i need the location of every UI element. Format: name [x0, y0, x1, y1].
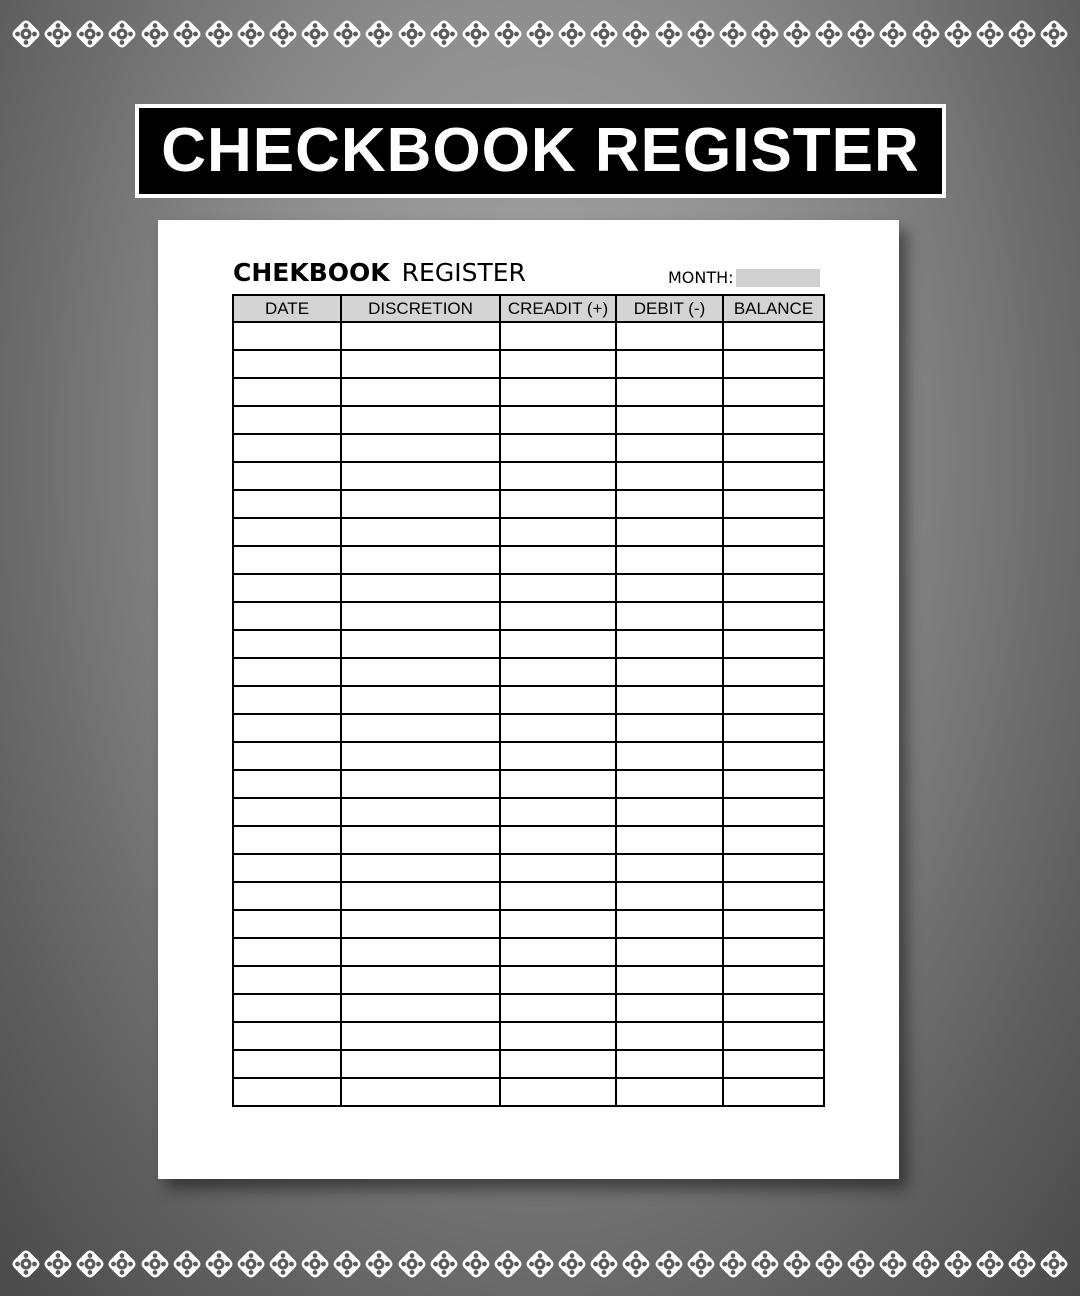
table-cell[interactable]: [616, 630, 723, 658]
table-row: [233, 574, 824, 602]
table-row: [233, 546, 824, 574]
table-cell[interactable]: [341, 994, 500, 1022]
table-row: [233, 378, 824, 406]
table-cell[interactable]: [723, 770, 824, 798]
table-cell[interactable]: [723, 406, 824, 434]
table-cell[interactable]: [500, 742, 616, 770]
table-cell[interactable]: [341, 938, 500, 966]
table-row: [233, 1078, 824, 1106]
column-header-credit: CREADIT (+): [500, 295, 616, 322]
table-row: [233, 714, 824, 742]
table-cell[interactable]: [500, 686, 616, 714]
table-row: [233, 686, 824, 714]
table-row: [233, 434, 824, 462]
table-cell[interactable]: [341, 966, 500, 994]
table-cell[interactable]: [233, 490, 341, 518]
register-body: [233, 322, 824, 1106]
table-cell[interactable]: [723, 686, 824, 714]
table-row: [233, 602, 824, 630]
flower-motif-icon: [269, 1250, 297, 1278]
month-field-group: [668, 268, 820, 287]
table-cell[interactable]: [616, 518, 723, 546]
flower-motif-icon: [622, 1250, 650, 1278]
bottom-decorative-border: [0, 1244, 1080, 1284]
table-cell[interactable]: [341, 686, 500, 714]
table-cell[interactable]: [723, 714, 824, 742]
flower-motif-icon: [494, 20, 522, 48]
table-cell[interactable]: [500, 434, 616, 462]
table-row: [233, 770, 824, 798]
flower-motif-icon: [526, 1250, 554, 1278]
flower-motif-icon: [1040, 20, 1068, 48]
table-cell[interactable]: [616, 1050, 723, 1078]
table-cell[interactable]: [616, 1078, 723, 1106]
flower-motif-icon: [1008, 1250, 1036, 1278]
flower-motif-icon: [462, 20, 490, 48]
table-cell[interactable]: [341, 322, 500, 350]
table-cell[interactable]: [616, 686, 723, 714]
table-cell[interactable]: [341, 826, 500, 854]
table-row: [233, 322, 824, 350]
flower-motif-icon: [783, 20, 811, 48]
table-cell[interactable]: [616, 1022, 723, 1050]
flower-motif-icon: [301, 20, 329, 48]
table-cell[interactable]: [500, 490, 616, 518]
table-cell[interactable]: [341, 658, 500, 686]
table-cell[interactable]: [233, 574, 341, 602]
table-cell[interactable]: [723, 518, 824, 546]
table-cell[interactable]: [341, 378, 500, 406]
top-decorative-border: [0, 14, 1080, 54]
month-label: MONTH:: [668, 268, 734, 287]
table-cell[interactable]: [341, 434, 500, 462]
flower-motif-icon: [847, 20, 875, 48]
table-cell[interactable]: [723, 546, 824, 574]
table-cell[interactable]: [500, 1078, 616, 1106]
table-cell[interactable]: [723, 854, 824, 882]
table-cell[interactable]: [616, 434, 723, 462]
table-cell[interactable]: [723, 574, 824, 602]
table-cell[interactable]: [616, 490, 723, 518]
flower-motif-icon: [44, 20, 72, 48]
flower-motif-icon: [687, 1250, 715, 1278]
flower-motif-icon: [944, 20, 972, 48]
table-cell[interactable]: [341, 518, 500, 546]
table-cell[interactable]: [233, 742, 341, 770]
table-cell[interactable]: [341, 462, 500, 490]
table-cell[interactable]: [723, 1050, 824, 1078]
flower-motif-icon: [205, 1250, 233, 1278]
table-row: [233, 882, 824, 910]
flower-motif-icon: [141, 20, 169, 48]
table-cell[interactable]: [233, 546, 341, 574]
flower-motif-icon: [462, 1250, 490, 1278]
table-cell[interactable]: [500, 798, 616, 826]
flower-motif-icon: [879, 20, 907, 48]
flower-motif-icon: [879, 1250, 907, 1278]
table-cell[interactable]: [723, 938, 824, 966]
table-row: [233, 1022, 824, 1050]
flower-motif-icon: [655, 20, 683, 48]
flower-motif-icon: [719, 1250, 747, 1278]
banner: [139, 108, 942, 194]
table-cell[interactable]: [723, 994, 824, 1022]
table-cell[interactable]: [723, 826, 824, 854]
flower-motif-icon: [944, 1250, 972, 1278]
table-cell[interactable]: [616, 910, 723, 938]
table-cell[interactable]: [341, 854, 500, 882]
table-cell[interactable]: [616, 574, 723, 602]
column-header-balance: BALANCE: [723, 295, 824, 322]
flower-motif-icon: [912, 20, 940, 48]
flower-motif-icon: [365, 1250, 393, 1278]
sheet-title: [233, 258, 526, 287]
table-cell[interactable]: [341, 798, 500, 826]
table-cell[interactable]: [723, 462, 824, 490]
flower-motif-icon: [398, 1250, 426, 1278]
table-cell[interactable]: [233, 378, 341, 406]
table-cell[interactable]: [500, 518, 616, 546]
table-cell[interactable]: [233, 322, 341, 350]
flower-motif-icon: [398, 20, 426, 48]
table-cell[interactable]: [500, 994, 616, 1022]
table-cell[interactable]: [500, 854, 616, 882]
flower-motif-icon: [751, 20, 779, 48]
flower-motif-icon: [655, 1250, 683, 1278]
flower-motif-icon: [108, 1250, 136, 1278]
table-cell[interactable]: [233, 854, 341, 882]
flower-motif-icon: [590, 1250, 618, 1278]
column-header-date: DATE: [233, 295, 341, 322]
table-cell[interactable]: [341, 742, 500, 770]
table-cell[interactable]: [233, 714, 341, 742]
flower-motif-icon: [237, 20, 265, 48]
table-cell[interactable]: [233, 518, 341, 546]
table-cell[interactable]: [341, 714, 500, 742]
table-cell[interactable]: [233, 910, 341, 938]
register-sheet: [158, 220, 899, 1179]
table-cell[interactable]: [341, 490, 500, 518]
table-cell[interactable]: [341, 546, 500, 574]
table-row: [233, 490, 824, 518]
table-cell[interactable]: [233, 994, 341, 1022]
table-cell[interactable]: [500, 910, 616, 938]
table-cell[interactable]: [233, 1022, 341, 1050]
table-cell[interactable]: [341, 882, 500, 910]
table-cell[interactable]: [341, 1078, 500, 1106]
table-row: [233, 966, 824, 994]
column-header-description: DISCRETION: [341, 295, 500, 322]
table-cell[interactable]: [616, 938, 723, 966]
table-cell[interactable]: [723, 1078, 824, 1106]
table-cell[interactable]: [500, 378, 616, 406]
table-cell[interactable]: [341, 1022, 500, 1050]
flower-motif-icon: [976, 20, 1004, 48]
table-cell[interactable]: [723, 882, 824, 910]
table-cell[interactable]: [723, 742, 824, 770]
table-cell[interactable]: [233, 630, 341, 658]
table-cell[interactable]: [500, 1050, 616, 1078]
table-cell[interactable]: [616, 350, 723, 378]
table-cell[interactable]: [500, 546, 616, 574]
table-row: [233, 826, 824, 854]
table-cell[interactable]: [616, 994, 723, 1022]
table-cell[interactable]: [500, 462, 616, 490]
table-cell[interactable]: [723, 350, 824, 378]
table-cell[interactable]: [233, 798, 341, 826]
table-cell[interactable]: [341, 602, 500, 630]
sheet-title-light: REGISTER: [401, 258, 526, 287]
table-cell[interactable]: [616, 378, 723, 406]
table-cell[interactable]: [233, 938, 341, 966]
table-cell[interactable]: [233, 826, 341, 854]
header-row: [233, 295, 824, 322]
table-cell[interactable]: [500, 938, 616, 966]
table-cell[interactable]: [341, 574, 500, 602]
flower-motif-icon: [76, 1250, 104, 1278]
table-cell[interactable]: [723, 630, 824, 658]
flower-motif-icon: [494, 1250, 522, 1278]
table-cell[interactable]: [341, 350, 500, 378]
table-cell[interactable]: [616, 882, 723, 910]
table-cell[interactable]: [500, 406, 616, 434]
table-row: [233, 994, 824, 1022]
flower-motif-icon: [558, 1250, 586, 1278]
table-row: [233, 854, 824, 882]
table-cell[interactable]: [616, 322, 723, 350]
flower-motif-icon: [719, 20, 747, 48]
register-table: [232, 294, 825, 1107]
table-row: [233, 462, 824, 490]
table-cell[interactable]: [500, 574, 616, 602]
flower-motif-icon: [333, 1250, 361, 1278]
table-row: [233, 518, 824, 546]
table-cell[interactable]: [233, 1050, 341, 1078]
flower-motif-icon: [141, 1250, 169, 1278]
table-cell[interactable]: [233, 966, 341, 994]
flower-motif-icon: [430, 20, 458, 48]
table-cell[interactable]: [500, 826, 616, 854]
table-cell[interactable]: [616, 826, 723, 854]
table-cell[interactable]: [341, 1050, 500, 1078]
table-cell[interactable]: [233, 434, 341, 462]
table-cell[interactable]: [723, 322, 824, 350]
table-cell[interactable]: [341, 406, 500, 434]
flower-motif-icon: [751, 1250, 779, 1278]
table-row: [233, 910, 824, 938]
flower-motif-icon: [783, 1250, 811, 1278]
table-cell[interactable]: [616, 770, 723, 798]
table-cell[interactable]: [500, 602, 616, 630]
flower-motif-icon: [912, 1250, 940, 1278]
flower-motif-icon: [205, 20, 233, 48]
table-cell[interactable]: [723, 434, 824, 462]
flower-motif-icon: [12, 20, 40, 48]
flower-motif-icon: [558, 20, 586, 48]
table-cell[interactable]: [233, 462, 341, 490]
flower-motif-icon: [815, 20, 843, 48]
table-cell[interactable]: [500, 1022, 616, 1050]
flower-motif-icon: [976, 1250, 1004, 1278]
table-cell[interactable]: [233, 1078, 341, 1106]
table-cell[interactable]: [500, 630, 616, 658]
table-row: [233, 742, 824, 770]
table-row: [233, 798, 824, 826]
table-cell[interactable]: [233, 686, 341, 714]
flower-motif-icon: [365, 20, 393, 48]
flower-motif-icon: [1008, 20, 1036, 48]
banner-title: CHECKBOOK REGISTER: [161, 116, 920, 185]
flower-motif-icon: [301, 1250, 329, 1278]
table-cell[interactable]: [616, 658, 723, 686]
flower-motif-icon: [430, 1250, 458, 1278]
table-cell[interactable]: [233, 658, 341, 686]
table-cell[interactable]: [500, 658, 616, 686]
table-row: [233, 350, 824, 378]
table-row: [233, 938, 824, 966]
table-cell[interactable]: [616, 966, 723, 994]
table-cell[interactable]: [500, 882, 616, 910]
table-cell[interactable]: [723, 910, 824, 938]
sheet-title-bold: CHEKBOOK: [233, 258, 390, 287]
flower-motif-icon: [173, 1250, 201, 1278]
flower-motif-icon: [237, 1250, 265, 1278]
flower-motif-icon: [590, 20, 618, 48]
flower-motif-icon: [76, 20, 104, 48]
table-cell[interactable]: [616, 406, 723, 434]
flower-motif-icon: [173, 20, 201, 48]
table-cell[interactable]: [500, 966, 616, 994]
flower-motif-icon: [815, 1250, 843, 1278]
table-cell[interactable]: [723, 966, 824, 994]
table-cell[interactable]: [233, 350, 341, 378]
flower-motif-icon: [108, 20, 136, 48]
table-cell[interactable]: [723, 490, 824, 518]
flower-motif-icon: [687, 20, 715, 48]
table-row: [233, 406, 824, 434]
table-cell[interactable]: [723, 602, 824, 630]
table-cell[interactable]: [500, 322, 616, 350]
table-cell[interactable]: [616, 854, 723, 882]
table-cell[interactable]: [341, 910, 500, 938]
flower-motif-icon: [12, 1250, 40, 1278]
table-cell[interactable]: [233, 406, 341, 434]
flower-motif-icon: [622, 20, 650, 48]
table-cell[interactable]: [233, 770, 341, 798]
flower-motif-icon: [269, 20, 297, 48]
table-cell[interactable]: [233, 602, 341, 630]
table-cell[interactable]: [341, 770, 500, 798]
flower-motif-icon: [44, 1250, 72, 1278]
table-cell[interactable]: [341, 630, 500, 658]
table-cell[interactable]: [723, 1022, 824, 1050]
table-cell[interactable]: [616, 798, 723, 826]
table-row: [233, 658, 824, 686]
table-cell[interactable]: [723, 378, 824, 406]
table-cell[interactable]: [500, 350, 616, 378]
flower-motif-icon: [1040, 1250, 1068, 1278]
flower-motif-icon: [526, 20, 554, 48]
table-cell[interactable]: [616, 462, 723, 490]
table-cell[interactable]: [723, 798, 824, 826]
table-cell[interactable]: [233, 882, 341, 910]
table-cell[interactable]: [616, 714, 723, 742]
month-input[interactable]: [736, 269, 820, 287]
table-row: [233, 630, 824, 658]
table-row: [233, 1050, 824, 1078]
table-cell[interactable]: [616, 742, 723, 770]
flower-motif-icon: [333, 20, 361, 48]
table-cell[interactable]: [616, 602, 723, 630]
flower-motif-icon: [847, 1250, 875, 1278]
table-cell[interactable]: [616, 546, 723, 574]
column-header-debit: DEBIT (-): [616, 295, 723, 322]
table-cell[interactable]: [500, 714, 616, 742]
table-cell[interactable]: [723, 658, 824, 686]
table-cell[interactable]: [500, 770, 616, 798]
